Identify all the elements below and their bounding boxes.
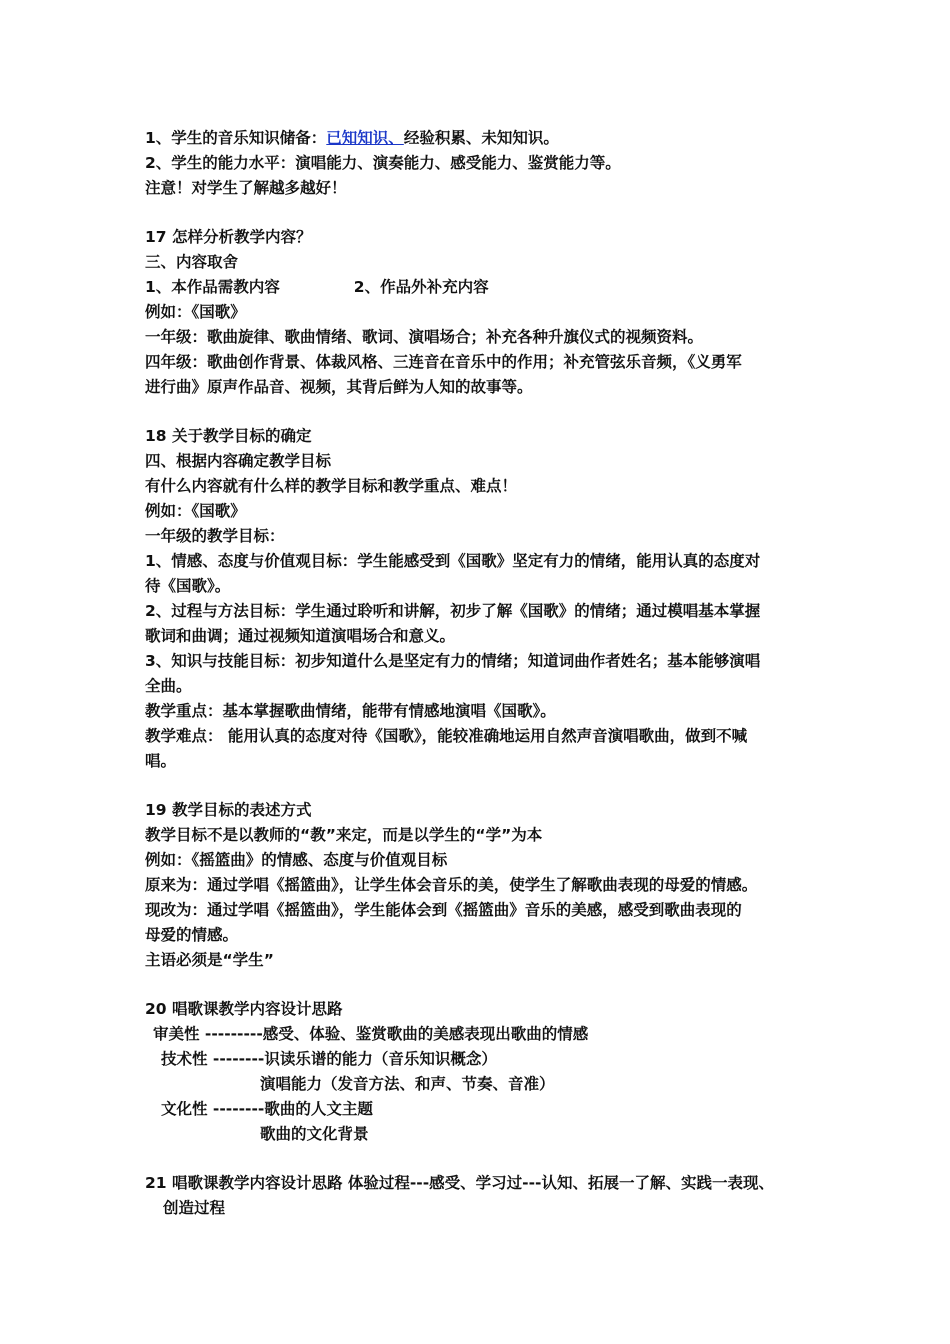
text-line: 主语必须是“学生” [145,951,274,969]
text-line: 教学难点： 能用认真的态度对待《国歌》，能较准确地运用自然声音演唱歌曲，做到不喊 [145,727,748,745]
text-line: 一年级的教学目标： [145,527,285,545]
section-title: 18 关于教学目标的确定 [145,427,312,445]
text-line: 教学重点：基本掌握歌曲情绪，能带有情感地演唱《国歌》。 [145,702,556,720]
text-line [145,126,815,151]
text-line: 例如：《国歌》 [145,303,246,321]
text-line [145,275,815,300]
text-line: 唱。 [145,752,177,770]
document-body [145,126,815,1221]
text-line: 教学目标不是以教师的“教”来定，而是以学生的“学”为本 [145,826,543,844]
text-line: 2、学生的能力水平：演唱能力、演奏能力、感受能力、鉴赏能力等。 [145,154,621,172]
text-line: 有什么内容就有什么样的教学目标和教学重点、难点！ [145,477,518,495]
text-line: 审美性 ---------感受、体验、鉴赏歌曲的美感表现出歌曲的情感 [153,1025,589,1043]
paragraph-gap [145,1147,815,1171]
text-line: 全曲。 [145,677,192,695]
text-line: 技术性 --------识读乐谱的能力（音乐知识概念） [161,1050,497,1068]
section-title: 19 教学目标的表述方式 [145,801,312,819]
paragraph-gap [145,973,815,997]
section-title: 21 唱歌课教学内容设计思路 体验过程---感受、学习过---认知、拓展一了解、实践一表现、 [145,1174,774,1192]
text-segment: 1、学生的音乐知识储备： [145,129,327,147]
text-line: 三、内容取舍 [145,253,239,271]
section-title: 17 怎样分析教学内容？ [145,228,312,246]
text-line: 进行曲》原声作品音、视频，其背后鲜为人知的故事等。 [145,378,533,396]
text-line: 现改为：通过学唱《摇篮曲》，学生能体会到《摇篮曲》音乐的美感，感受到歌曲表现的 [145,901,742,919]
text-line: 四、根据内容确定教学目标 [145,452,332,470]
text-line: 2、过程与方法目标：学生通过聆听和讲解，初步了解《国歌》的情绪；通过模唱基本掌握 [145,602,761,620]
text-line: 四年级：歌曲创作背景、体裁风格、三连音在音乐中的作用；补充管弦乐音频，《义勇军 [145,353,742,371]
text-segment: 1、本作品需教内容 [145,278,280,296]
paragraph-gap [145,774,815,798]
section-title: 20 唱歌课教学内容设计思路 [145,1000,343,1018]
text-line: 原来为：通过学唱《摇篮曲》，让学生体会音乐的美，使学生了解歌曲表现的母爱的情感。 [145,876,758,894]
paragraph-gap [145,400,815,424]
text-line: 歌曲的文化背景 [260,1125,369,1143]
text-line: 待《国歌》。 [145,577,231,595]
text-line: 注意！对学生了解越多越好！ [145,179,347,197]
text-line: 1、情感、态度与价值观目标：学生能感受到《国歌》坚定有力的情绪，能用认真的态度对 [145,552,761,570]
text-line: 演唱能力（发音方法、和声、节奏、音准） [260,1075,555,1093]
text-line: 一年级：歌曲旋律、歌曲情绪、歌词、演唱场合；补充各种升旗仪式的视频资料。 [145,328,704,346]
hyperlink[interactable]: 已知知识、 [326,129,404,147]
text-line: 创造过程 [163,1199,226,1217]
text-segment: 经验积累、未知知识。 [403,129,559,147]
text-line: 文化性 --------歌曲的人文主题 [161,1100,373,1118]
text-line: 例如：《国歌》 [145,502,246,520]
text-line: 例如：《摇篮曲》的情感、态度与价值观目标 [145,851,448,869]
text-line: 母爱的情感。 [145,926,239,944]
text-line: 3、知识与技能目标：初步知道什么是坚定有力的情绪；知道词曲作者姓名；基本能够演唱 [145,652,761,670]
text-segment: 2、作品外补充内容 [353,278,489,296]
text-line: 歌词和曲调；通过视频知道演唱场合和意义。 [145,627,456,645]
paragraph-gap [145,201,815,225]
